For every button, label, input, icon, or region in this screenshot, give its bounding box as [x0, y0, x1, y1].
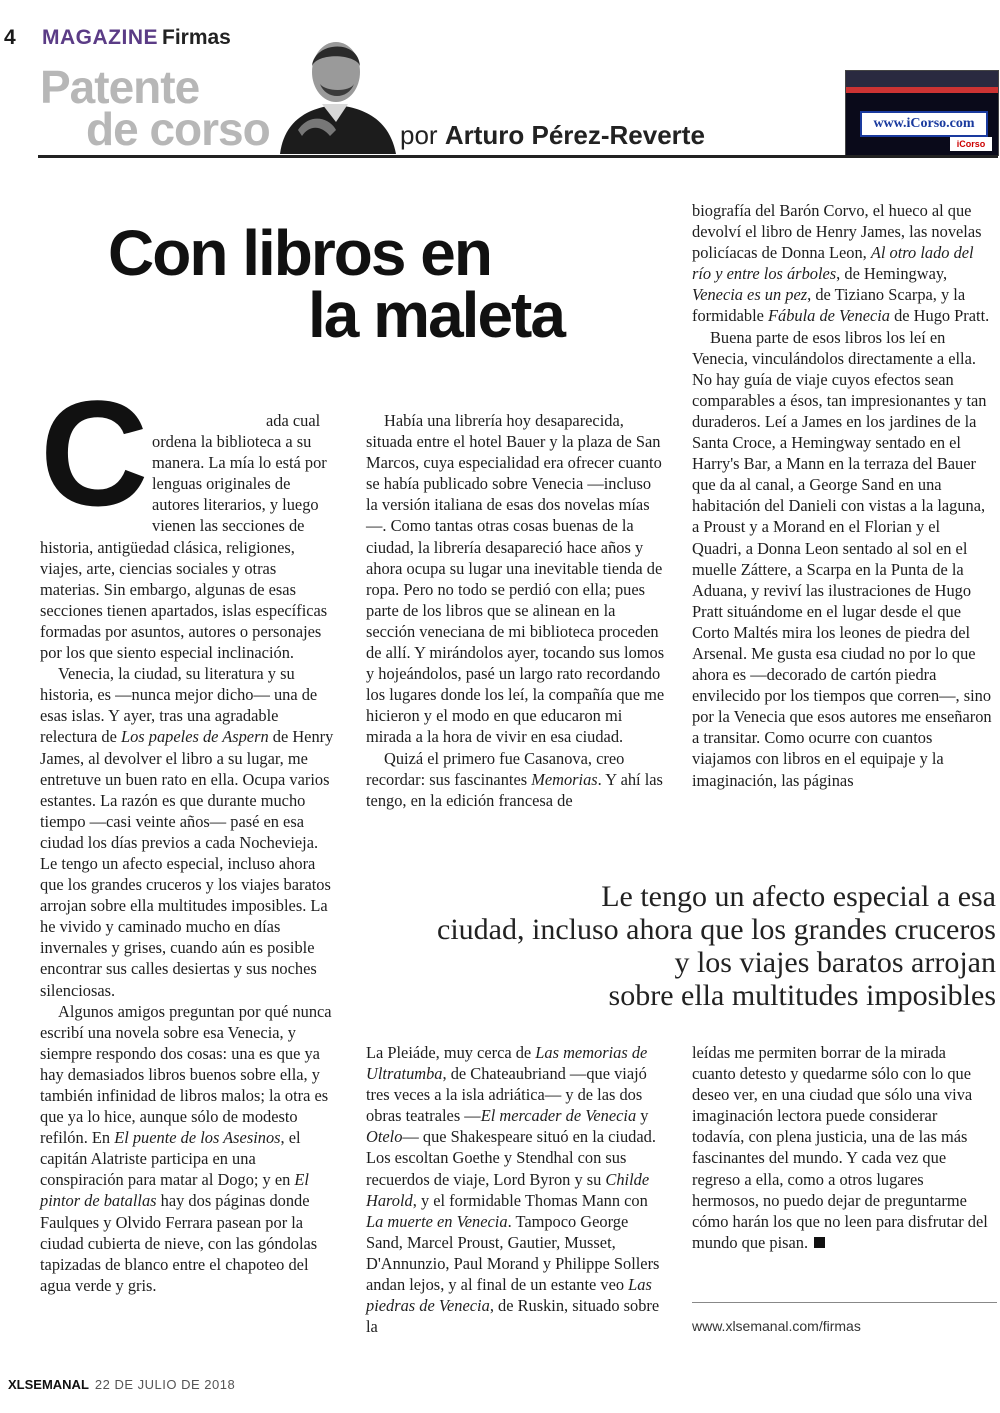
author-portrait [270, 26, 400, 154]
book-title: Otelo [366, 1127, 403, 1147]
book-title: Memorias [531, 769, 598, 789]
footer-date: 22 DE JULIO DE 2018 [94, 1377, 236, 1392]
banner-accent [846, 87, 998, 93]
paragraph [692, 200, 992, 327]
paragraph-text: Quizá el primero fue Casanova, creo recordar: sus fascinantes [366, 748, 625, 789]
article-column-3 [692, 200, 992, 791]
paragraph: Buena parte de esos libros los leí en Venecia, vinculándolos directamente a ella. No hay guía de viaje cuyos efectos sean comparables a ésos, tan impresionantes y tan duraderos. Leí a James en los jardines de la Santa Croce, a Hemingway sentado en el Harry's Bar, a Mann en la terraza del Bauer que da al canal, a George Sand en una habitación del Danieli con vistas a la laguna, a Proust y a Morand en el Florian y el Quadri, a Donna Leon sentado al sol en el muelle Záttere, a Scarpa en la Punta de la Aduana, y reviví las ilustraciones de Hugo Pratt situándome en el lugar desde el que Corto Maltés mira los leones de piedra del Arsenal. Me gusta esa ciudad no por lo que ahora es —decorado de cartón piedra envilecido por los tiempos que corren—, sino por la Venecia que esos autores me enseñaron a transitar. Como ocurre con cuantos viajamos con libros en el equipaje y la imaginación, las páginas [692, 327, 992, 790]
book-title: El pintor de batallas [40, 1170, 309, 1211]
page-number: 4 [4, 26, 16, 49]
article-column-2 [366, 410, 666, 811]
paragraph-text: La Pleiáde, muy cerca de [366, 1043, 536, 1062]
headline [108, 217, 564, 351]
paragraph-text: , de Ruskin, situado sobre la [366, 1296, 660, 1337]
banner-url[interactable]: www.iCorso.com [860, 111, 988, 137]
paragraph [40, 663, 338, 1001]
drop-cap: C [40, 369, 149, 537]
header-rule [38, 155, 998, 158]
book-title: El puente de los Asesinos [114, 1128, 281, 1148]
column-brand-line2: de corso [86, 103, 270, 155]
pull-quote-line: Le tengo un afecto especial a esa [601, 880, 996, 913]
book-title: Fábula de Venecia [768, 306, 890, 326]
paragraph-text: Venecia, la ciudad, su literatura y su historia, es —nunca mejor dicho— una de esas islas. Y ayer, tras una agradable relectura de [40, 664, 318, 747]
paragraph-text: , de Tiziano Scarpa, y la formidable [692, 285, 966, 326]
end-mark-icon [814, 1237, 825, 1248]
pull-quote [366, 880, 996, 1012]
pull-quote-line: y los viajes baratos arrojan [674, 946, 996, 979]
byline-prefix: por [400, 120, 445, 150]
paragraph-text: . Y ahí las tengo, en la edición francesa de [366, 769, 663, 810]
paragraph-text: , y el formidable Thomas Mann con [412, 1190, 648, 1210]
icorso-banner[interactable] [845, 70, 999, 156]
paragraph-text: hay dos páginas donde Faulques y Olvido Ferrara pasean por la ciudad cubierta de nieve, con las góndolas tapizadas de blanco entre el chapoteo del agua verde y gris. [40, 1191, 318, 1295]
book-title: Los papeles de Aspern [121, 727, 269, 747]
article-column-2-continued [366, 1042, 666, 1337]
banner-logo: iCorso [950, 137, 992, 151]
book-title: Al otro lado del río y entre los árboles [692, 243, 974, 284]
paragraph-text: biblioteca a su manera. La mía lo está por lenguas originales de autores literarios, y luego vienen las secciones de historia, antigüedad clásica, religiones, viajes, arte, ciencias sociales y otras materias. Sin embargo, algunas de esas secciones tienen apartados, islas específicas formadas por asuntos, autores o personajes por los que siento especial inclinación. [40, 432, 328, 663]
subsection-label: Firmas [162, 26, 231, 49]
paragraph [366, 1042, 666, 1337]
book-title: Venecia es un pez [692, 285, 808, 305]
footer-brand: XLSEMANAL [8, 1377, 89, 1392]
headline-line2: la maleta [308, 279, 564, 351]
paragraph-text: biografía del Barón Corvo, el hueco al que devolví el libro de Henry James, las novelas policíacas de Donna Leon, [692, 201, 982, 263]
paragraph-text: y [636, 1106, 649, 1126]
paragraph: Había una librería hoy desaparecida, situada entre el hotel Bauer y la plaza de San Marcos, cuya especialidad era ofrecer cuanto se había publicado sobre Venecia —incluso la versión italiana de esas dos novelas mías—. Como tantas otras cosas buenas de la ciudad, la librería desapareció hace años y ahora ocupa su lugar una inevitable tienda de ropa. Pero no todo se perdió con ella; pues parte de los libros que se alinean en la sección veneciana de mi biblioteca proceden de allí. Y mirándolos ayer, tocando sus lomos y hojeándolos, pasé un largo rato recordando los lugares donde los leí, la compañía que me hicieron y el modo en que educaron mi mirada a la hora de vivir en esa ciudad. [366, 411, 665, 747]
section-label: MAGAZINE [42, 26, 158, 49]
banner-strip [846, 71, 998, 87]
paragraph-text: . Tampoco George Sand, Marcel Proust, Gautier, Musset, D'Annunzio, Paul Morand y Philippe Sollers andan lejos, y al final de un estante veo [366, 1211, 660, 1295]
web-link[interactable]: www.xlsemanal.com/firmas [692, 1318, 861, 1334]
byline-author: Arturo Pérez-Reverte [444, 120, 705, 150]
paragraph-text: Algunos amigos preguntan por qué nunca escribí una novela sobre esa Venecia, y siempre respondo dos cosas: una es que ya hay demasiados libros buenos sobre ella, y también infinidad de libros malos; la otra es que ya lo hice, aunque sólo de modesto refilón. En [40, 1001, 332, 1148]
paragraph-text: leídas me permiten borrar de la mirada cuanto detesto y quedarme sólo con lo que deseo ver, en una ciudad que sólo una viva imaginación lectora puede considerar todavía, con plena justicia, una de las más fascinantes del mundo. Y cada vez que regreso a ella, como a otros lugares hermosos, no puedo dejar de preguntarme cómo harán los que no leen para disfrutar del mundo que pisan. [692, 1043, 988, 1252]
paragraph-text: de Hugo Pratt. [890, 306, 990, 326]
paragraph-text: de Henry James, al devolver el libro a su lugar, me entretuve un buen rato en ella. Ocupa varios estantes. La razón es que durante mucho tiempo —casi veinte años— pasé en esa ciudad los días previos a cada Nochevieja. Le tengo un afecto especial, incluso ahora que los grandes cruceros y los viajes baratos arrojan sobre ella multitudes imposibles. La he vivido y caminado mucho en días invernales y grises, cuando aún es posible encontrar sus calles desiertas y sus noches silenciosas. [40, 727, 334, 1000]
book-title: Childe Harold [366, 1169, 650, 1210]
footer [8, 1377, 235, 1392]
paragraph [366, 748, 666, 811]
column-brand-line1: Patente [40, 61, 200, 113]
link-rule [692, 1302, 997, 1303]
article-column-1 [40, 369, 338, 1296]
headline-line1: Con libros en [108, 217, 491, 289]
paragraph [692, 1042, 992, 1253]
paragraph [40, 1001, 338, 1296]
paragraph-text: , el capitán Alatriste participa en una conspiración para matar al Dogo; y en [40, 1128, 301, 1190]
lead-text: ada cual ordena la [152, 411, 321, 452]
book-title: La muerte en Venecia [366, 1211, 508, 1231]
paragraph-text: , de Chateaubriand —que viajó tres veces a la isla adriática— y de las dos obras teatrales — [366, 1064, 647, 1126]
byline [400, 120, 705, 151]
book-title: El mercader de Venecia [480, 1106, 637, 1126]
paragraph-text: — que Shakespeare situó en la ciudad. Los escoltan Goethe y Stendhal con sus recuerdos de viaje, Lord Byron y su [366, 1127, 656, 1189]
paragraph-text: , de Hemingway, [836, 264, 948, 284]
pull-quote-line: sobre ella multitudes imposibles [608, 979, 996, 1012]
pull-quote-line: ciudad, incluso ahora que los grandes cruceros [437, 913, 996, 946]
book-title: Las memorias de Ultratumba [366, 1043, 648, 1084]
article-column-3-continued [692, 1042, 992, 1253]
book-title: Las piedras de Venecia [366, 1275, 652, 1316]
